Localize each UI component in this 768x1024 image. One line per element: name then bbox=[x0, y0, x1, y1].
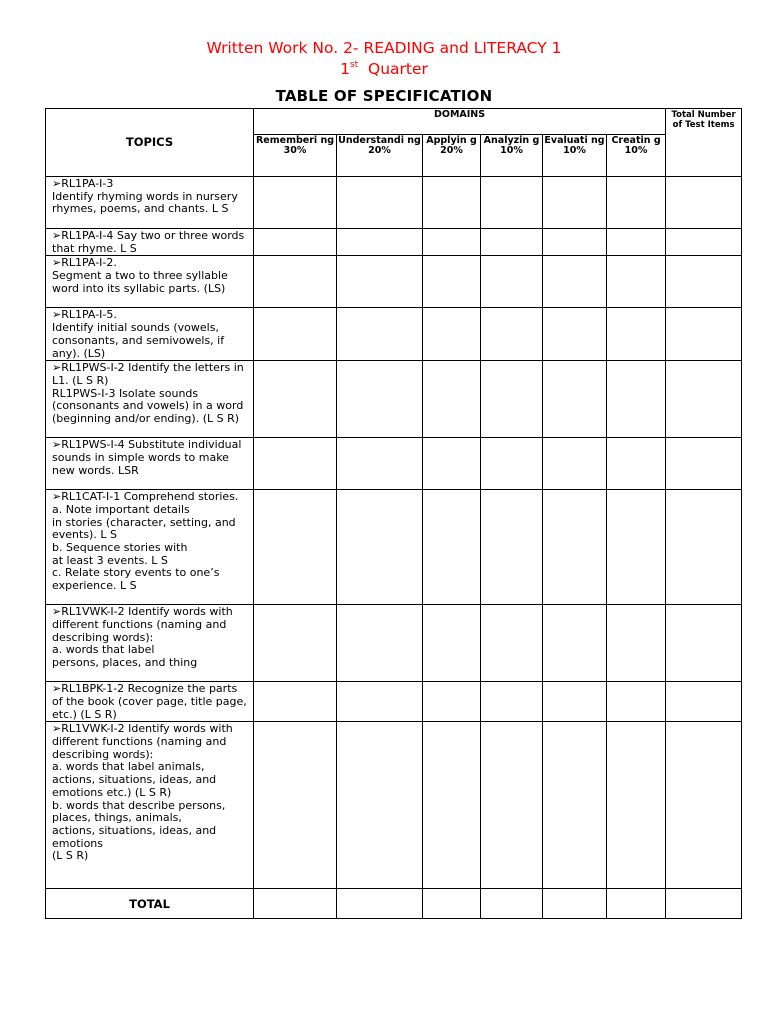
total-row bbox=[46, 889, 742, 919]
empty-cell bbox=[337, 256, 423, 308]
topic-cell: ➢RL1CAT-I-1 Comprehend stories. a. Note important details in stories (character, setting, and events). L S b. Sequence stories with at least 3 events. L S c. Relate story events to one’s experience. L S bbox=[46, 490, 254, 605]
empty-cell bbox=[337, 361, 423, 438]
empty-cell bbox=[254, 682, 337, 722]
empty-cell bbox=[543, 605, 607, 682]
topic-cell: ➢RL1BPK-1-2 Recognize the parts of the book (cover page, title page, etc.) (L S R) bbox=[46, 682, 254, 722]
empty-cell bbox=[543, 722, 607, 889]
table-row bbox=[46, 490, 742, 605]
topic-cell: ➢RL1PA-I-5. Identify initial sounds (vowels, consonants, and semivowels, if any). (LS) bbox=[46, 308, 254, 361]
total-cell bbox=[254, 889, 337, 919]
title-line: Written Work No. 2- READING and LITERACY 1 bbox=[206, 39, 562, 57]
total-items-header: Total Number of Test Items bbox=[666, 109, 742, 177]
quarter-line bbox=[0, 59, 768, 79]
empty-cell bbox=[543, 177, 607, 229]
level-percent: 20% bbox=[440, 145, 463, 156]
empty-cell bbox=[337, 682, 423, 722]
empty-cell bbox=[423, 308, 481, 361]
topic-cell: ➢RL1PA-I-4 Say two or three words that rhyme. L S bbox=[46, 229, 254, 256]
table-row bbox=[46, 682, 742, 722]
empty-cell bbox=[543, 682, 607, 722]
empty-cell bbox=[254, 256, 337, 308]
empty-cell bbox=[254, 490, 337, 605]
level-label: Evaluati ng bbox=[544, 135, 605, 146]
empty-cell bbox=[543, 229, 607, 256]
topic-cell: ➢RL1VWK-I-2 Identify words with different functions (naming and describing words): a. words that label animals, actions, situations, ideas, and emotions etc.) (L S R) b. words that describe persons, places, things, animals, actions, situations, ideas, and emotions (L S R) bbox=[46, 722, 254, 889]
empty-cell bbox=[607, 605, 666, 682]
level-percent: 10% bbox=[624, 145, 648, 156]
level-percent: 10% bbox=[500, 145, 523, 156]
empty-cell bbox=[543, 438, 607, 490]
total-cell bbox=[543, 889, 607, 919]
level-header bbox=[481, 135, 543, 177]
empty-cell bbox=[423, 605, 481, 682]
empty-cell bbox=[481, 490, 543, 605]
empty-cell bbox=[607, 438, 666, 490]
empty-cell bbox=[481, 605, 543, 682]
empty-cell bbox=[337, 177, 423, 229]
empty-cell bbox=[337, 722, 423, 889]
table-row bbox=[46, 177, 742, 229]
empty-cell bbox=[666, 722, 742, 889]
empty-cell bbox=[337, 438, 423, 490]
empty-cell bbox=[337, 605, 423, 682]
empty-cell bbox=[543, 256, 607, 308]
table-row bbox=[46, 256, 742, 308]
empty-cell bbox=[607, 722, 666, 889]
empty-cell bbox=[481, 361, 543, 438]
empty-cell bbox=[481, 229, 543, 256]
table-row bbox=[46, 229, 742, 256]
topic-cell: ➢RL1PA-I-3 Identify rhyming words in nursery rhymes, poems, and chants. L S bbox=[46, 177, 254, 229]
empty-cell bbox=[254, 438, 337, 490]
total-cell bbox=[423, 889, 481, 919]
topic-cell: ➢RL1PWS-I-4 Substitute individual sounds in simple words to make new words. LSR bbox=[46, 438, 254, 490]
topic-cell: ➢RL1PA-I-2. Segment a two to three syllable word into its syllabic parts. (LS) bbox=[46, 256, 254, 308]
quarter-word: Quarter bbox=[368, 60, 428, 78]
empty-cell bbox=[254, 308, 337, 361]
table-row bbox=[46, 722, 742, 889]
level-percent: 30% bbox=[283, 145, 307, 156]
level-label: Applyin g bbox=[426, 135, 477, 146]
table-row bbox=[46, 308, 742, 361]
total-cell bbox=[481, 889, 543, 919]
total-cell bbox=[666, 889, 742, 919]
level-header bbox=[607, 135, 666, 177]
empty-cell bbox=[423, 229, 481, 256]
empty-cell bbox=[607, 256, 666, 308]
empty-cell bbox=[666, 361, 742, 438]
empty-cell bbox=[666, 438, 742, 490]
empty-cell bbox=[481, 682, 543, 722]
empty-cell bbox=[481, 256, 543, 308]
level-label: Creatin g bbox=[611, 135, 661, 146]
empty-cell bbox=[423, 177, 481, 229]
empty-cell bbox=[666, 256, 742, 308]
empty-cell bbox=[607, 682, 666, 722]
empty-cell bbox=[423, 490, 481, 605]
topic-cell: ➢RL1VWK-I-2 Identify words with different functions (naming and describing words): a. words that label persons, places, and thing bbox=[46, 605, 254, 682]
empty-cell bbox=[254, 229, 337, 256]
empty-cell bbox=[666, 490, 742, 605]
empty-cell bbox=[666, 177, 742, 229]
empty-cell bbox=[607, 490, 666, 605]
empty-cell bbox=[423, 256, 481, 308]
level-header bbox=[254, 135, 337, 177]
topic-cell: ➢RL1PWS-I-2 Identify the letters in L1. (L S R) RL1PWS-I-3 Isolate sounds (consonants and vowels) in a word (beginning and/or ending). (L S R) bbox=[46, 361, 254, 438]
empty-cell bbox=[423, 682, 481, 722]
table-row bbox=[46, 605, 742, 682]
total-cell bbox=[607, 889, 666, 919]
empty-cell bbox=[666, 682, 742, 722]
topics-header: TOPICS bbox=[46, 109, 254, 177]
quarter-suffix: st bbox=[349, 60, 359, 70]
table-heading: TABLE OF SPECIFICATION bbox=[275, 87, 493, 105]
empty-cell bbox=[543, 308, 607, 361]
empty-cell bbox=[254, 722, 337, 889]
empty-cell bbox=[481, 722, 543, 889]
total-label: TOTAL bbox=[46, 889, 254, 919]
empty-cell bbox=[254, 177, 337, 229]
level-percent: 20% bbox=[368, 145, 391, 156]
specification-table bbox=[45, 108, 742, 919]
empty-cell bbox=[666, 605, 742, 682]
level-header bbox=[337, 135, 423, 177]
level-header bbox=[423, 135, 481, 177]
empty-cell bbox=[254, 605, 337, 682]
empty-cell bbox=[543, 490, 607, 605]
empty-cell bbox=[423, 438, 481, 490]
total-cell bbox=[337, 889, 423, 919]
empty-cell bbox=[423, 722, 481, 889]
table-row bbox=[46, 438, 742, 490]
empty-cell bbox=[607, 361, 666, 438]
level-label: Analyzin g bbox=[483, 135, 540, 146]
empty-cell bbox=[666, 308, 742, 361]
level-label: Understandi ng bbox=[338, 135, 421, 146]
empty-cell bbox=[337, 308, 423, 361]
level-percent: 10% bbox=[563, 145, 586, 156]
document-title bbox=[0, 38, 768, 79]
empty-cell bbox=[481, 438, 543, 490]
topics-body bbox=[46, 177, 742, 889]
empty-cell bbox=[666, 229, 742, 256]
level-label: Rememberi ng bbox=[255, 135, 335, 146]
empty-cell bbox=[543, 361, 607, 438]
level-header bbox=[543, 135, 607, 177]
empty-cell bbox=[607, 308, 666, 361]
quarter-number: 1 bbox=[340, 60, 350, 78]
empty-cell bbox=[481, 177, 543, 229]
domains-header: DOMAINS bbox=[254, 109, 666, 135]
table-row bbox=[46, 361, 742, 438]
empty-cell bbox=[337, 229, 423, 256]
empty-cell bbox=[337, 490, 423, 605]
empty-cell bbox=[607, 177, 666, 229]
empty-cell bbox=[481, 308, 543, 361]
empty-cell bbox=[254, 361, 337, 438]
empty-cell bbox=[423, 361, 481, 438]
empty-cell bbox=[607, 229, 666, 256]
